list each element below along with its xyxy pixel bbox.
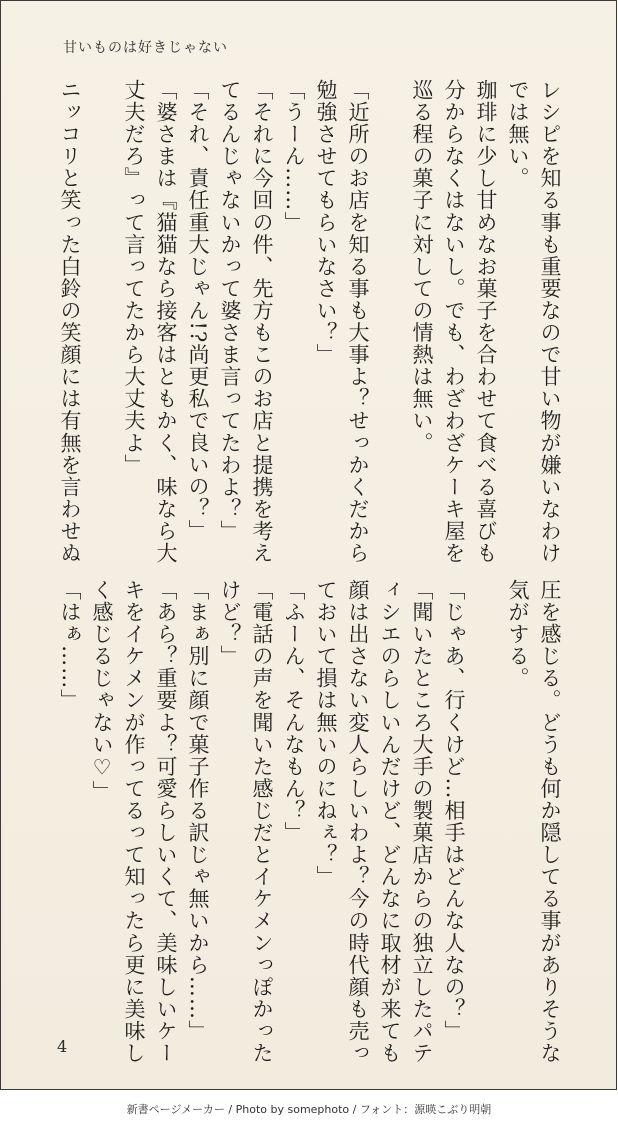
text-block-upper: レシピを知る事も重要なので甘い物が嫌いなわけ では無い。 珈琲に少し甘めなお菓子を合わせて食べる喜びも 分からなくはないし。でも、わざわざケーキ屋を 巡る程の菓子に対しての情熱は無い。 「近所のお店を知る事も大事よ？せっかくだから 勉強させてもらいなさい？」 「うーん……」 「それに今回の件、先方もこのお店と提携を考え てるんじゃないかって婆さま言ってたわよ？」 「それ、責任重大じゃん!?尚更私で良いの？」 「婆さまは『猫猫なら接客はともかく、味なら大 丈夫だろ』って言ってたから大丈夫よ」 ニッコリと笑った白鈴の笑顔には有無を言わせぬ [58,79,562,565]
page-title: 甘いものは好きじゃない [63,40,228,56]
page-number: 4 [57,1037,68,1056]
text-block-lower: 圧を感じる。どうも何か隠してる事がありそうな 気がする。 「じゃあ、行くけど…相手はどんな人なの？」 「聞いたところ大手の製菓店からの独立したパテ ィシエのらしいんだけど、どんなに取材が来ても 顔は出さない変人らしいわよ？今の時代顔も売っ ておいて損は無いのにねぇ？」 「ふーん、そんなもん？」 「電話の声を聞いた感じだとイケメンっぽかった けど？」 「まぁ別に顔で菓子作る訳じゃ無いから……」 「あら？重要よ？可愛らしいくて、美味しいケー キをイケメンが作ってるって知ったら更に美味し く感じるじゃない♡」 「はぁ……」 [58,579,562,1065]
credit-footer: 新書ページメーカー / Photo by somephoto / フォント：源暎こぶり明朝 [126,1103,492,1116]
